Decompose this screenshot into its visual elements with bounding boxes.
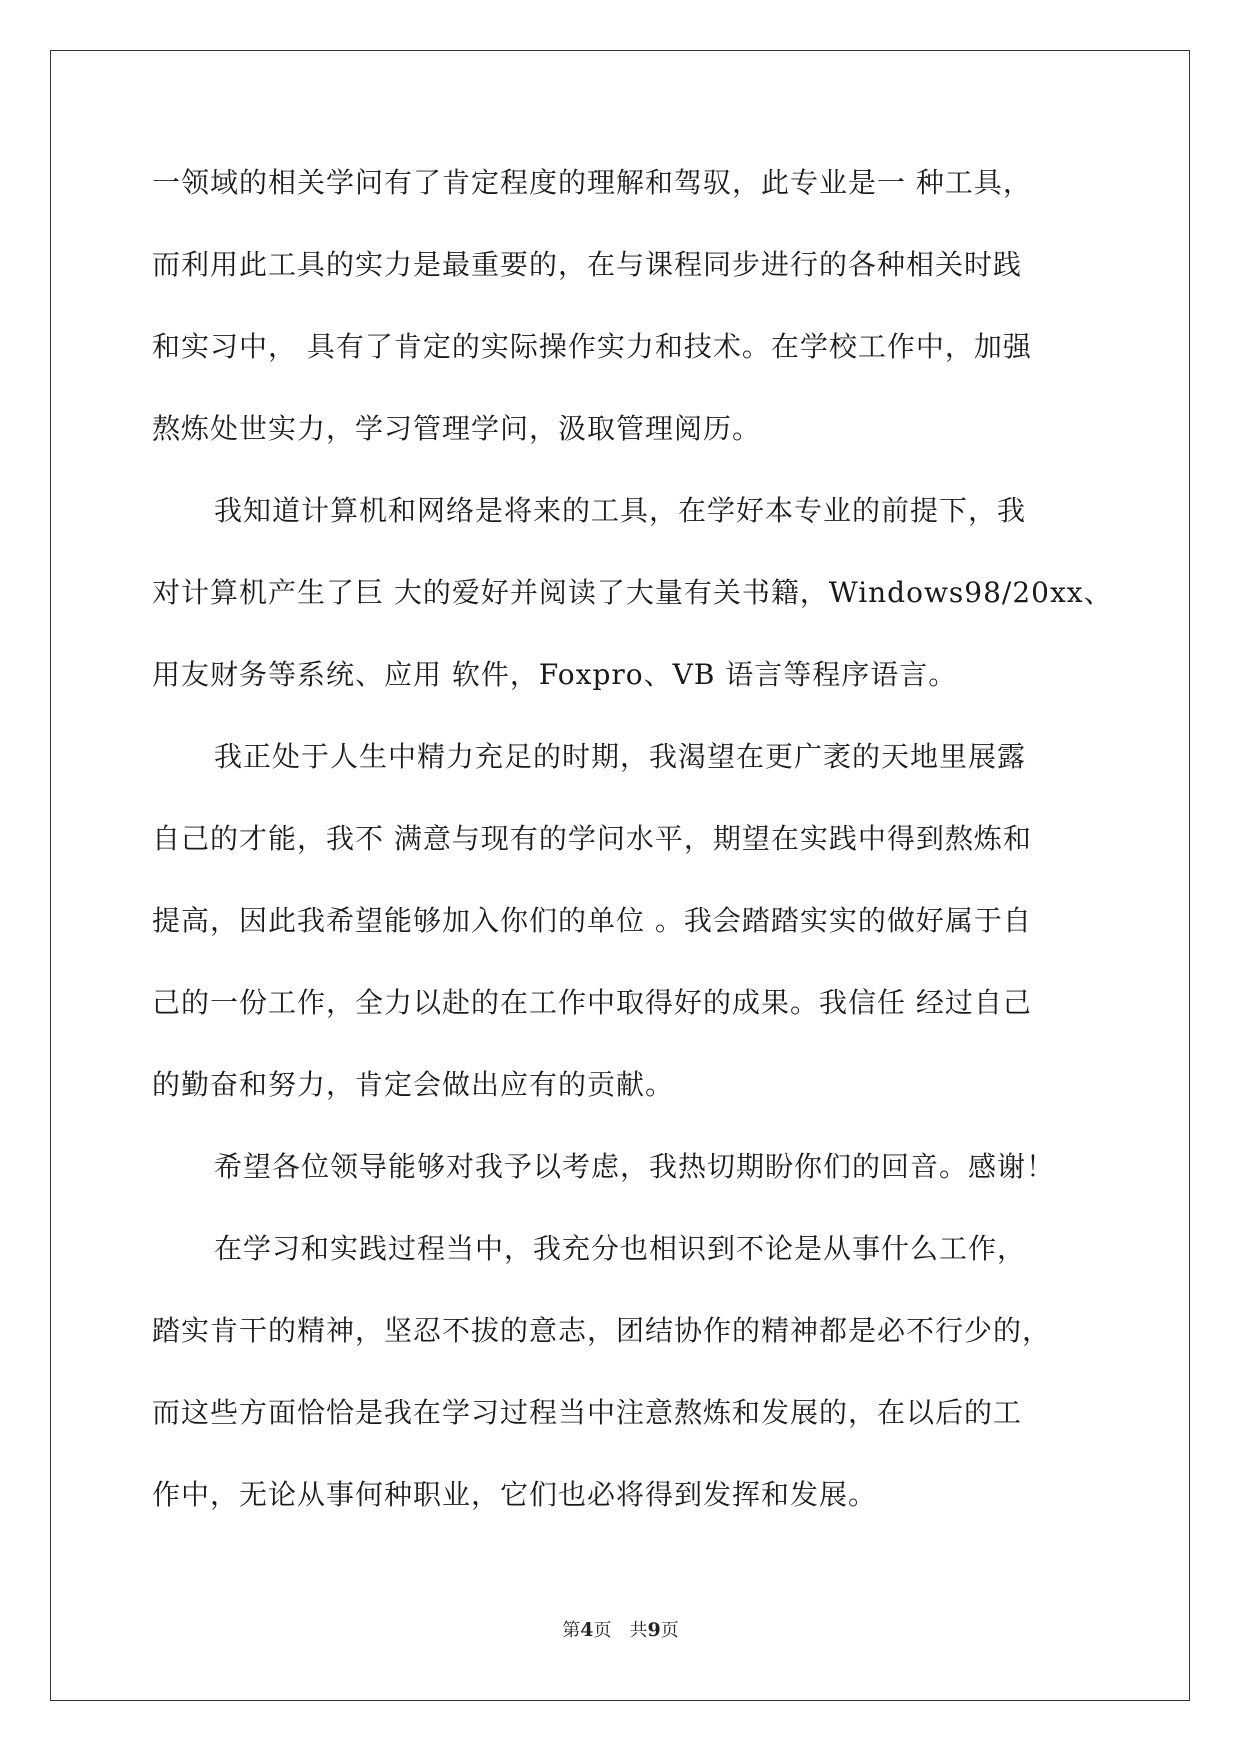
text-line: 的勤奋和努力，肯定会做出应有的贡献。 (152, 1068, 675, 1101)
text-line: 踏实肯干的精神，坚忍不拔的意志，团结协作的精神都是必不行少的， (152, 1314, 1052, 1347)
text-line: 己的一份工作，全力以赴的在工作中取得好的成果。我信任 经过自己 (152, 986, 1032, 1019)
text-line: 一领域的相关学问有了肯定程度的理解和驾驭，此专业是一 种工具， (152, 166, 1032, 199)
text-line: 我正处于人生中精力充足的时期，我渴望在更广袤的天地里展露 (214, 740, 1027, 773)
footer-middle: 页 共 (593, 1620, 648, 1641)
text-line: 熬炼处世实力，学习管理学问，汲取管理阅历。 (152, 412, 762, 445)
text-line: 和实习中， 具有了肯定的实际操作实力和技术。在学校工作中，加强 (152, 330, 1032, 363)
document-body (152, 166, 1113, 1562)
text-line: 自己的才能，我不 满意与现有的学问水平，期望在实践中得到熬炼和 (152, 822, 1032, 855)
text-line: 作中，无论从事何种职业，它们也必将得到发挥和发展。 (152, 1478, 878, 1511)
text-line: 在学习和实践过程当中，我充分也相识到不论是从事什么工作， (214, 1232, 1027, 1265)
text-line: 对计算机产生了巨 大的爱好并阅读了大量有关书籍，Windows98/20xx、 (152, 576, 1113, 609)
footer-prefix: 第 (562, 1620, 581, 1641)
text-line: 而利用此工具的实力是最重要的，在与课程同步进行的各种相关时践 (152, 248, 1023, 281)
page-footer (0, 1616, 1241, 1642)
total-pages-number: 9 (647, 1619, 661, 1641)
text-line: 而这些方面恰恰是我在学习过程当中注意熬炼和发展的，在以后的工 (152, 1396, 1023, 1429)
text-line: 提高，因此我希望能够加入你们的单位 。我会踏踏实实的做好属于自 (152, 904, 1032, 937)
text-line: 我知道计算机和网络是将来的工具，在学好本专业的前提下，我 (214, 494, 1027, 527)
text-line: 用友财务等系统、应用 软件，Foxpro、VB 语言等程序语言。 (152, 658, 958, 691)
current-page-number: 4 (580, 1619, 594, 1641)
text-line: 希望各位领导能够对我予以考虑，我热切期盼你们的回音。感谢！ (214, 1150, 1056, 1183)
footer-suffix: 页 (660, 1620, 679, 1641)
